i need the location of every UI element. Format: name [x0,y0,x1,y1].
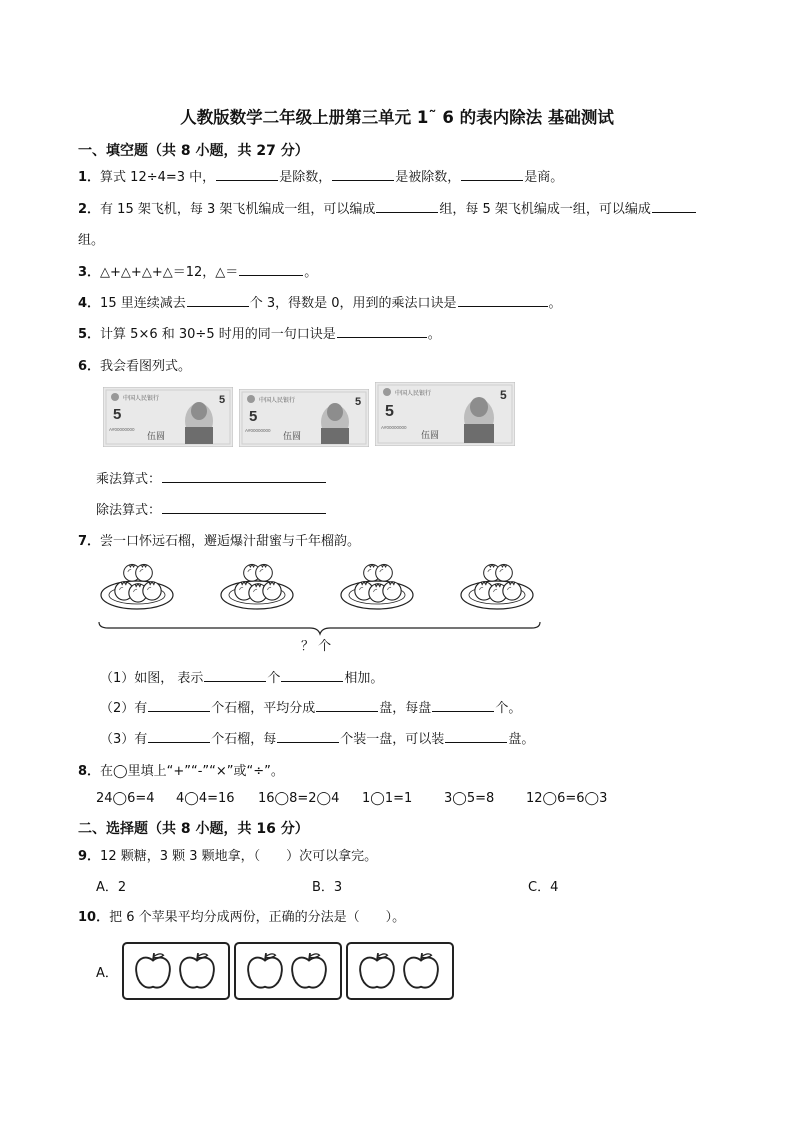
answer-blank[interactable] [162,500,326,514]
answer-blank[interactable] [458,293,548,307]
answer-blank[interactable] [187,293,249,307]
question-text: 在◯里填上“+”“-”“×”或“÷”。 [100,764,284,779]
question-text: 。 [304,265,318,280]
option-b[interactable]: B．3 [312,880,343,895]
answer-blank[interactable] [461,167,523,181]
answer-blank[interactable] [216,167,278,181]
pomegranate-plates-figure [96,560,546,658]
question-text: 个装一盘，可以装 [340,732,445,747]
question-3 [78,261,317,280]
bank-name: 中国人民银行 [395,391,432,397]
page-title: 人教版数学二年级上册第三单元 1˜ 6 的表内除法 基础测试 [180,108,614,127]
apple-group-box[interactable] [346,942,454,1000]
plate-group [101,565,173,610]
division-label: 除法算式： [96,503,162,518]
question-text: 。 [548,296,562,311]
question-text: （2）有 [100,701,148,716]
question-text: 相加。 [344,671,384,686]
answer-blank[interactable] [332,167,394,181]
apple-icon [248,953,282,987]
bank-name: 中国人民银行 [123,396,160,402]
question-6 [78,355,191,374]
answer-blank[interactable] [281,668,343,682]
apple-group-box[interactable] [234,942,342,1000]
question-7-part-3 [100,728,534,747]
answer-blank[interactable] [148,698,210,712]
question-1 [78,166,563,185]
question-text: 盘。 [508,732,535,747]
apple-icon [404,953,438,987]
question-number: 7． [78,534,101,549]
question-number: 4． [78,296,101,311]
question-text: 12 颗糖，3 颗 3 颗地拿，（ ）次可以拿完。 [100,849,378,864]
answer-blank[interactable] [316,698,378,712]
question-9 [78,845,377,864]
answer-blank[interactable] [445,729,507,743]
note-denomination: 5 [249,408,258,425]
multiplication-label: 乘法算式： [96,472,162,487]
apple-group-box[interactable] [122,942,230,1000]
q8-item[interactable]: 4◯4=16 [176,791,235,806]
division-line [96,499,327,518]
bank-name: 中国人民银行 [259,398,296,404]
question-text: 尝一口怀远石榴，邂逅爆汁甜蜜与千年榴韵。 [100,534,361,549]
answer-blank[interactable] [239,262,303,276]
question-8 [78,760,284,779]
question-number: 10． [78,910,110,925]
note-denomination: 5 [219,394,226,406]
question-number: 5． [78,327,101,342]
apple-icon [292,953,326,987]
option-c[interactable]: C．4 [528,880,559,895]
answer-blank[interactable] [204,668,266,682]
question-text: 把 6 个苹果平均分成两份，正确的分法是（ ）。 [109,910,406,925]
question-text: 盘，每盘 [379,701,432,716]
section-choice-title: 二、选择题（共 8 小题，共 16 分） [78,821,309,837]
plate-group [461,565,533,610]
note-denomination: 5 [113,406,122,423]
note-serial: A#00000000 [381,425,407,430]
answer-blank[interactable] [148,729,210,743]
question-2 [78,198,697,217]
question-text: 个石榴，每 [211,732,277,747]
question-text: 算式 12÷4=3 中， [100,170,216,185]
q8-item[interactable]: 12◯6=6◯3 [526,791,608,806]
apple-icon [180,953,214,987]
note-serial: A#00000000 [109,427,135,432]
note-words: 伍圆 [421,430,440,440]
question-text: （3）有 [100,732,148,747]
multiplication-line [96,468,327,487]
note-serial: A#00000000 [245,428,271,433]
note-denomination: 5 [355,396,362,408]
answer-blank[interactable] [652,199,696,213]
question-number: 2． [78,202,101,217]
q8-item[interactable]: 1◯1=1 [362,791,413,806]
question-text: 是除数， [279,170,332,185]
question-text: 是被除数， [395,170,461,185]
question-7-part-1 [100,667,383,686]
answer-blank[interactable] [432,698,494,712]
note-words: 伍圆 [147,431,166,441]
question-7-part-2 [100,697,521,716]
answer-blank[interactable] [376,199,438,213]
banknote-image [375,382,507,440]
apple-icon [136,953,170,987]
section-fill-in-title: 一、填空题（共 8 小题，共 27 分） [78,143,309,159]
question-text: 15 里连续减去 [100,296,186,311]
answer-blank[interactable] [277,729,339,743]
question-text: 。 [427,327,441,342]
question-text: 组，每 5 架飞机编成一组，可以编成 [439,202,651,217]
question-2-continued: 组。 [78,233,105,248]
banknote-image [239,389,362,445]
answer-blank[interactable] [337,324,427,338]
option-a[interactable]: A． [96,966,118,981]
plate-group [341,565,413,610]
question-text: 我会看图列式。 [100,359,192,374]
question-10 [78,906,405,925]
option-a[interactable]: A．2 [96,880,127,895]
answer-blank[interactable] [162,469,326,483]
note-denomination: 5 [385,403,394,420]
total-brace [99,622,540,634]
question-text: 是商。 [524,170,564,185]
question-number: 3． [78,265,101,280]
q8-item[interactable]: 3◯5=8 [444,791,495,806]
question-text: （1）如图， 表示 [100,671,204,686]
question-4 [78,292,562,311]
question-text: 计算 5×6 和 30÷5 时用的同一句口诀是 [100,327,336,342]
question-text: △+△+△+△＝12，△＝ [100,265,239,280]
question-number: 9． [78,849,101,864]
question-text: 个石榴，平均分成 [211,701,316,716]
question-text: 个 3，得数是 0，用到的乘法口诀是 [249,296,457,311]
q8-item[interactable]: 24◯6=4 [96,791,155,806]
question-text: 个 [267,671,281,686]
banknote-image [103,387,226,443]
q8-item[interactable]: 16◯8=2◯4 [258,791,340,806]
question-5 [78,323,441,342]
question-number: 6． [78,359,101,374]
note-words: 伍圆 [283,431,302,441]
plate-group [221,565,293,610]
question-text: 个。 [495,701,522,716]
question-7 [78,530,360,549]
question-number: 1． [78,170,101,185]
total-label: ？ 个 [301,639,332,654]
question-text: 有 15 架飞机，每 3 架飞机编成一组，可以编成 [100,202,376,217]
apple-icon [360,953,394,987]
note-denomination: 5 [500,388,507,402]
question-number: 8． [78,764,101,779]
